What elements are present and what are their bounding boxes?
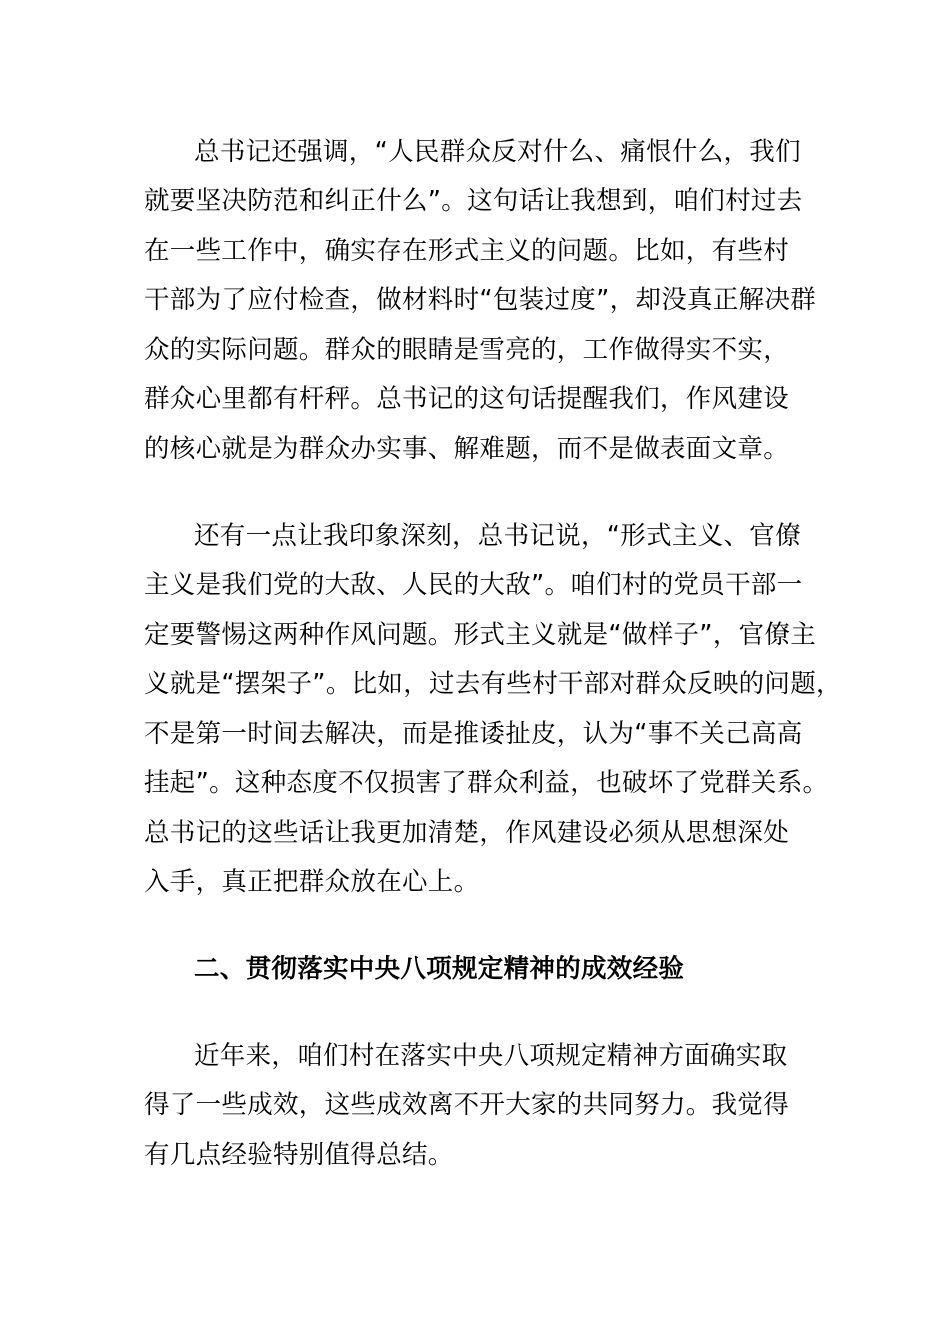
paragraph-line: 群众心里都有杆秤。总书记的这句话提醒我们，作风建设 — [144, 384, 790, 414]
paragraph-line: 干部为了应付检查，做材料时“包装过度”，却没真正解决群 — [144, 285, 817, 315]
paragraph-line: 就要坚决防范和纠正什么”。这句话让我想到，咱们村过去 — [144, 186, 803, 216]
paragraph-line: 在一些工作中，确实存在形式主义的问题。比如，有些村 — [144, 236, 790, 266]
paragraph-line: 还有一点让我印象深刻，总书记说，“形式主义、官僚 — [194, 521, 801, 551]
paragraph-line: 近年来，咱们村在落实中央八项规定精神方面确实取 — [194, 1041, 788, 1071]
paragraph-line: 的核心就是为群众办实事、解难题，而不是做表面文章。 — [144, 434, 790, 464]
paragraph-line: 入手，真正把群众放在心上。 — [144, 867, 480, 897]
paragraph-line: 众的实际问题。群众的眼睛是雪亮的，工作做得实不实， — [144, 335, 790, 365]
paragraph-line: 得了一些成效，这些成效离不开大家的共同努力。我觉得 — [144, 1090, 790, 1120]
paragraph-line: 定要警惕这两种作风问题。形式主义就是“做样子”，官僚主 — [144, 620, 817, 650]
paragraph-line: 不是第一时间去解决，而是推诿扯皮，认为“事不关己高高 — [144, 719, 803, 749]
paragraph-line: 总书记还强调，“人民群众反对什么、痛恨什么，我们 — [194, 137, 801, 167]
section-heading: 二、贯彻落实中央八项规定精神的成效经验 — [194, 954, 685, 984]
paragraph-line: 挂起”。这种态度不仅损害了群众利益，也破坏了党群关系。 — [144, 768, 829, 798]
paragraph-line: 有几点经验特别值得总结。 — [144, 1140, 454, 1170]
paragraph-line: 主义是我们党的大敌、人民的大敌”。咱们村的党员干部一 — [144, 570, 803, 600]
paragraph-line: 义就是“摆架子”。比如，过去有些村干部对群众反映的问题， — [144, 669, 842, 699]
paragraph-line: 总书记的这些话让我更加清楚，作风建设必须从思想深处 — [144, 818, 790, 848]
